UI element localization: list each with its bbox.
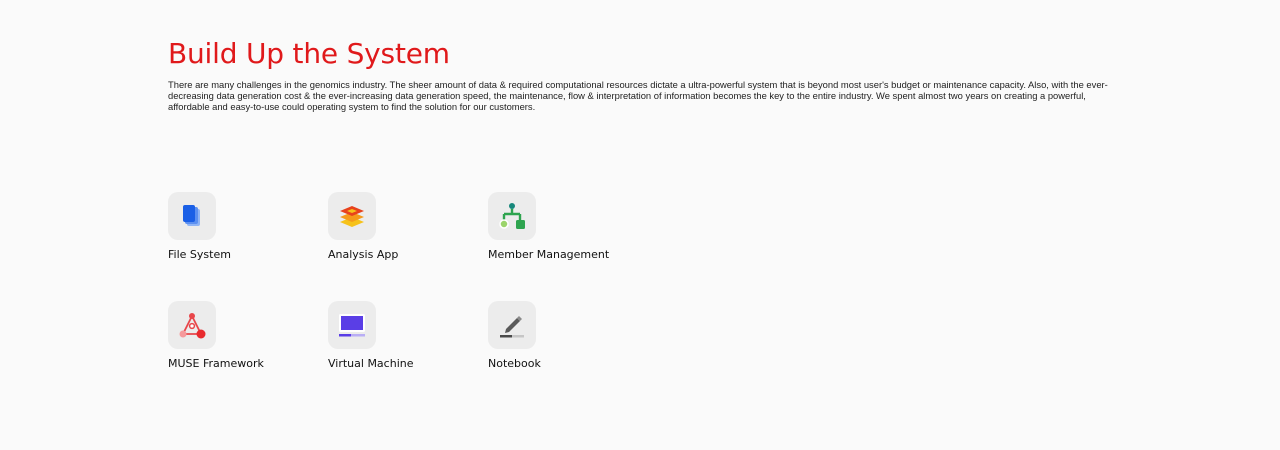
pencil-icon	[488, 301, 536, 349]
feature-label: Notebook	[488, 357, 541, 370]
page-title: Build Up the System	[168, 37, 450, 70]
network-icon	[168, 301, 216, 349]
intro-paragraph: There are many challenges in the genomics industry. The sheer amount of data & required computational resources dictate a ultra-powerful system that is beyond most user's budget or maintenance capacity. Also, with the ever-decreasing data generation cost & the ever-increasing data generation speed, the maintenance, flow & interpretation of information becomes the key to the entire industry. We spent almost two years on creating a powerful, affordable and easy-to-use could operating system to find the solution for our customers.	[168, 79, 1108, 112]
layers-icon	[328, 192, 376, 240]
feature-analysis-app[interactable]	[328, 192, 488, 301]
feature-grid	[168, 192, 648, 410]
feature-notebook[interactable]	[488, 301, 648, 410]
file-system-icon	[168, 192, 216, 240]
feature-label: Member Management	[488, 248, 610, 261]
feature-label: MUSE Framework	[168, 357, 264, 370]
intro-section	[168, 34, 1113, 112]
feature-muse-framework[interactable]	[168, 301, 328, 410]
org-chart-icon	[488, 192, 536, 240]
feature-label: File System	[168, 248, 231, 261]
feature-virtual-machine[interactable]	[328, 301, 488, 410]
feature-label: Virtual Machine	[328, 357, 414, 370]
feature-file-system[interactable]	[168, 192, 328, 301]
feature-member-management[interactable]	[488, 192, 648, 301]
feature-label: Analysis App	[328, 248, 399, 261]
monitor-icon	[328, 301, 376, 349]
